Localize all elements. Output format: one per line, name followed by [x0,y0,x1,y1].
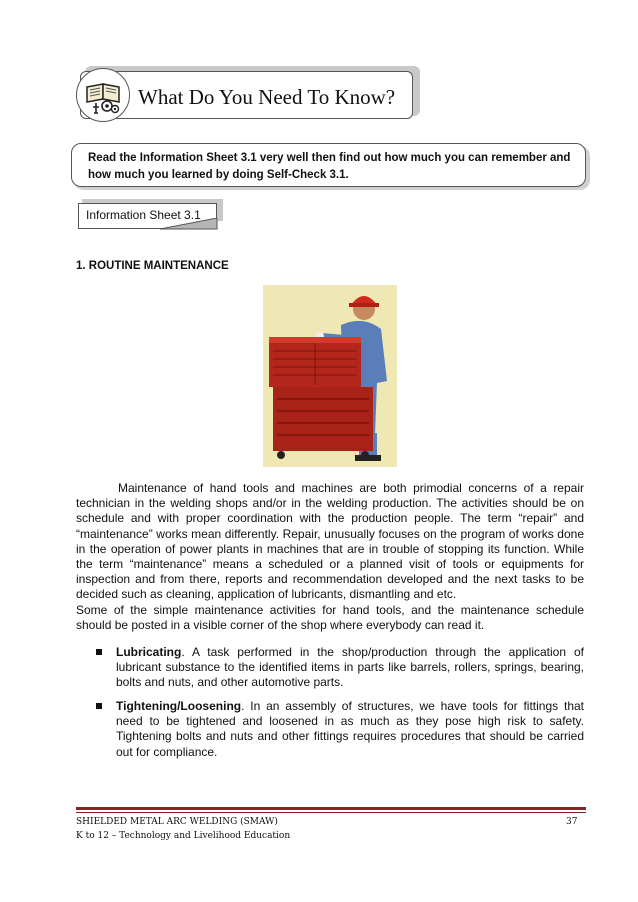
bullet-term: Tightening/Loosening [116,699,242,713]
footer-program: K to 12 – Technology and Livelihood Education [76,831,291,841]
paragraph-maintenance: Maintenance of hand tools and machines are both primodial concerns of a repair technician in the welding shops and/or in the welding production. The activities should be on schedule and with proper coordination with the production people. The term “repair” and “maintenance” works mean differently. Repair, unusually focuses on the program of works done in the operation of power plants in machines that are in trouble of stopping its function. While the term “maintenance” means a scheduled or a planned visit of tools or equipments for inspection and from there, reports and recommendation developed and the next tasks to be decided such as cleaning, application of lubricants, dismantling and etc. [76,481,584,602]
info-sheet-label: Information Sheet 3.1 [86,208,201,222]
page-number: 37 [566,817,578,827]
page-title: What Do You Need To Know? [138,85,396,109]
instruction-text: Read the Information Sheet 3.1 very well then find out how much you can remember and how much you learned by doing Self-Check 3.1. [88,152,571,181]
paragraph-activities: Some of the simple maintenance activities for hand tools, and the maintenance schedule should be posted in a visible corner of the shop where everybody can read it. [76,603,584,633]
footer-rule-thin [76,812,586,813]
footer-rule-thick [76,807,586,810]
book-gears-icon [76,68,130,122]
section-heading: 1. ROUTINE MAINTENANCE [76,260,229,272]
bullet-marker [96,703,102,709]
bullet-description: . In an assembly of structures, we have tools for fittings that need to be tightened and loosened in as much as they pose high risk to safety. Tightening bolts and nuts and other fittings requires procedures that should be carried out for compliance. [116,699,584,759]
bullet-tightening [116,699,584,760]
bullet-marker [96,649,102,655]
bullet-lubricating [116,645,584,691]
technician-tool-chest-photo [263,285,397,467]
footer-course-title: SHIELDED METAL ARC WELDING (SMAW) [76,817,278,827]
bullet-term: Lubricating [116,645,182,659]
bullet-description: . A task performed in the shop/production through the application of lubricant substance to the identified items in parts like barrels, rollers, springs, bearing, bolts and nuts, and other automotive parts. [116,645,584,690]
